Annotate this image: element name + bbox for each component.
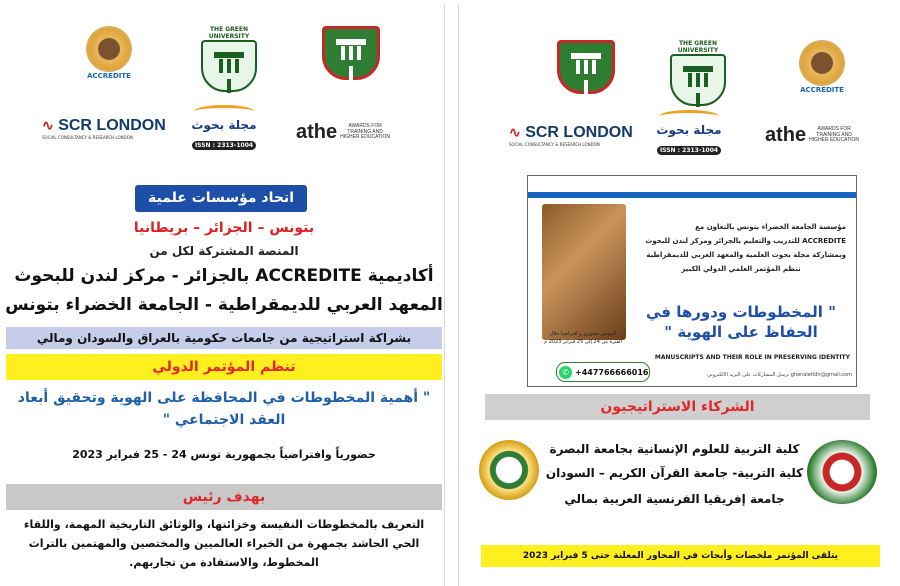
phone-pill: ✆ +447766666016 xyxy=(556,362,650,382)
building-icon xyxy=(322,26,380,80)
athe-logo: athe AWARDS FOR TRAINING AND HIGHER EDUCATION xyxy=(765,124,860,146)
graduate-icon xyxy=(799,40,845,86)
scr-london-logo: ∿ SCR LONDON SOCIAL CONSULTANCY & RESEARCH LONDON xyxy=(509,124,633,147)
athe-logo: athe AWARDS FOR TRAINING AND HIGHER EDUCATION xyxy=(296,121,391,143)
building-icon xyxy=(201,40,257,92)
partner-2: كلية التربية- جامعة القرآن الكريم – السودان xyxy=(545,466,804,480)
members-line-1: أكاديمية ACCREDITE بالجزائر - مركز لندن للبحوث xyxy=(14,266,434,286)
partner-1: كلية التربية للعلوم الإنسانية بجامعة البصرة xyxy=(549,442,800,456)
goal-line-1: التعريف بالمخطوطات النفيسة وخزائنها، والوثائق التاريخية المهمة، واللقاء xyxy=(23,518,425,531)
conference-title-2: العقد الاجتماعي " xyxy=(162,412,286,428)
foundation-logo xyxy=(316,26,386,80)
basra-university-logo xyxy=(479,440,539,500)
poster-title-2: الحفاظ على الهوية " xyxy=(664,323,818,341)
date-line: حضورياً وافتراضياً بجمهورية تونس 24 - 25 فبراير 2023 xyxy=(72,448,376,461)
poster-title-1: " المخطوطات ودورها في xyxy=(646,303,836,321)
union-title-box: اتحاد مؤسسات علمية xyxy=(135,185,307,212)
journal-logo: مجلة بحوث ISSN : 2313-1004 xyxy=(653,110,725,156)
poster-date-1: المؤتمر حضوري و افتراضيا خلال xyxy=(549,331,617,337)
poster-line-3: وبمشاركة مجلة بحوث العلمية والمعهد العربي للديمقراطية xyxy=(646,251,846,259)
conference-title-1: " أهمية المخطوطات في المحافظة على الهوية وتحقيق أبعاد xyxy=(17,390,431,406)
organize-band: تنظم المؤتمر الدولي xyxy=(6,354,442,380)
goal-line-2: الحي الحاشد بجمهرة من الخبراء العالميين والمختصين والمهتمين بالتراث xyxy=(28,537,420,550)
members-line-2: المعهد العربي للديمقراطية - الجامعة الخضراء بتونس xyxy=(5,295,443,315)
accredite-logo: ACCREDITE xyxy=(74,26,144,80)
conference-poster xyxy=(527,175,857,387)
goal-heading: بهدف رئيس xyxy=(6,484,442,510)
journal-logo: مجلة بحوث ISSN : 2313-1004 xyxy=(188,105,260,151)
right-page xyxy=(458,4,900,586)
accredite-logo: ACCREDITE xyxy=(787,40,857,94)
goal-line-3: المخطوط، والاستفادة من تجاربهم. xyxy=(129,556,319,569)
platform-line: المنصة المشتركة لكل من xyxy=(149,244,299,258)
countries-line: بتونس – الجزائر – بريطانيا xyxy=(133,220,315,236)
poster-line-1: مؤسسة الجامعة الخضراء بتونس بالتعاون مع xyxy=(695,223,846,231)
building-icon xyxy=(557,40,615,94)
pulse-icon: ∿ xyxy=(42,117,54,133)
partner-3: جامعة إفريقيا الفرنسية العربية بمالي xyxy=(564,492,785,506)
quran-university-logo xyxy=(807,440,877,504)
left-page xyxy=(4,4,445,586)
poster-line-2: ACCREDITE للتدريب والتعليم بالجزائر ومركز لندن للبحوث xyxy=(645,237,846,245)
foundation-logo xyxy=(551,40,621,94)
poster-english-title: MANUSCRIPTS AND THEIR ROLE IN PRESERVING IDENTITY xyxy=(654,354,850,361)
graduate-icon xyxy=(86,26,132,72)
partners-heading: الشركاء الاستراتيجيون xyxy=(485,394,870,420)
green-university-logo: THE GREEN UNIVERSITY xyxy=(663,40,733,106)
pulse-icon: ∿ xyxy=(509,124,521,140)
whatsapp-icon: ✆ xyxy=(559,366,572,379)
building-icon xyxy=(670,54,726,106)
poster-date-2: الفترة من 24 إلى 25 فبراير 2023 م xyxy=(544,339,622,345)
green-university-logo: THE GREEN UNIVERSITY xyxy=(194,26,264,92)
partnership-band: بشراكة استراتيجية من جامعات حكومية بالعراق والسودان ومالي xyxy=(6,327,442,349)
poster-email: ghenaietidir@gmail.com ترسل المشاركات على البريد الالكتروني xyxy=(707,372,852,378)
manuscript-image xyxy=(542,204,626,340)
scr-london-logo: ∿ SCR LONDON SOCIAL CONSULTANCY & RESEARCH LONDON xyxy=(42,117,166,140)
poster-line-4: تنظم المؤتمر العلمي الدولي الكبير xyxy=(681,265,801,273)
deadline-band: يتلقى المؤتمر ملخصات وأبحاث في المحاور المعلنة حتى 5 فبراير 2023 xyxy=(481,545,880,567)
